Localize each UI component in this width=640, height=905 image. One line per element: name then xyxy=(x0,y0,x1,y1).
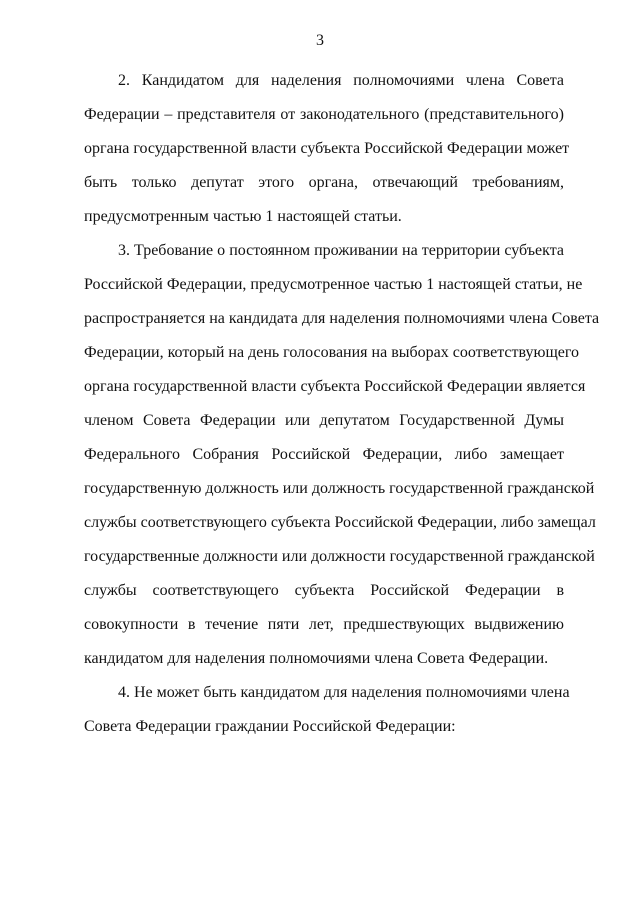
text-line: совокупности в течение пяти лет, предшествующих выдвижению xyxy=(84,616,564,633)
text-line: Российской Федерации, предусмотренное частью 1 настоящей статьи, не xyxy=(84,276,583,293)
text-line: Федерации – представителя от законодательного (представительного) xyxy=(84,106,564,123)
text-line: членом Совета Федерации или депутатом Государственной Думы xyxy=(84,412,564,429)
text-line: 3. Требование о постоянном проживании на территории субъекта xyxy=(118,242,564,259)
text-line: быть только депутат этого органа, отвечающий требованиям, xyxy=(84,174,564,191)
text-line: Совета Федерации граждании Российской Федерации: xyxy=(84,718,456,735)
text-line: Федерации, который на день голосования на выборах соответствующего xyxy=(84,344,580,361)
text-line: распространяется на кандидата для наделения полномочиями члена Совета xyxy=(84,310,600,327)
page-number: 3 xyxy=(316,32,324,49)
text-line: предусмотренным частью 1 настоящей статьи. xyxy=(84,208,402,225)
paragraph-4 xyxy=(84,676,570,744)
text-line: 4. Не может быть кандидатом для наделения полномочиями члена xyxy=(118,684,570,701)
paragraph-2 xyxy=(84,64,570,234)
text-line: кандидатом для наделения полномочиями члена Совета Федерации. xyxy=(84,650,549,667)
text-line: государственную должность или должность государственной гражданской xyxy=(84,480,595,497)
text-line: органа государственной власти субъекта Российской Федерации является xyxy=(84,378,586,395)
paragraph-3 xyxy=(84,234,600,676)
text-line: службы соответствующего субъекта Российской Федерации, либо замещал xyxy=(84,514,596,531)
text-line: службы соответствующего субъекта Российской Федерации в xyxy=(84,582,564,599)
document-body xyxy=(84,64,600,744)
text-line: органа государственной власти субъекта Российской Федерации может xyxy=(84,140,570,157)
text-line: 2. Кандидатом для наделения полномочиями члена Совета xyxy=(118,72,564,89)
text-line: государственные должности или должности государственной гражданской xyxy=(84,548,595,565)
text-line: Федерального Собрания Российской Федерации, либо замещает xyxy=(84,446,564,463)
